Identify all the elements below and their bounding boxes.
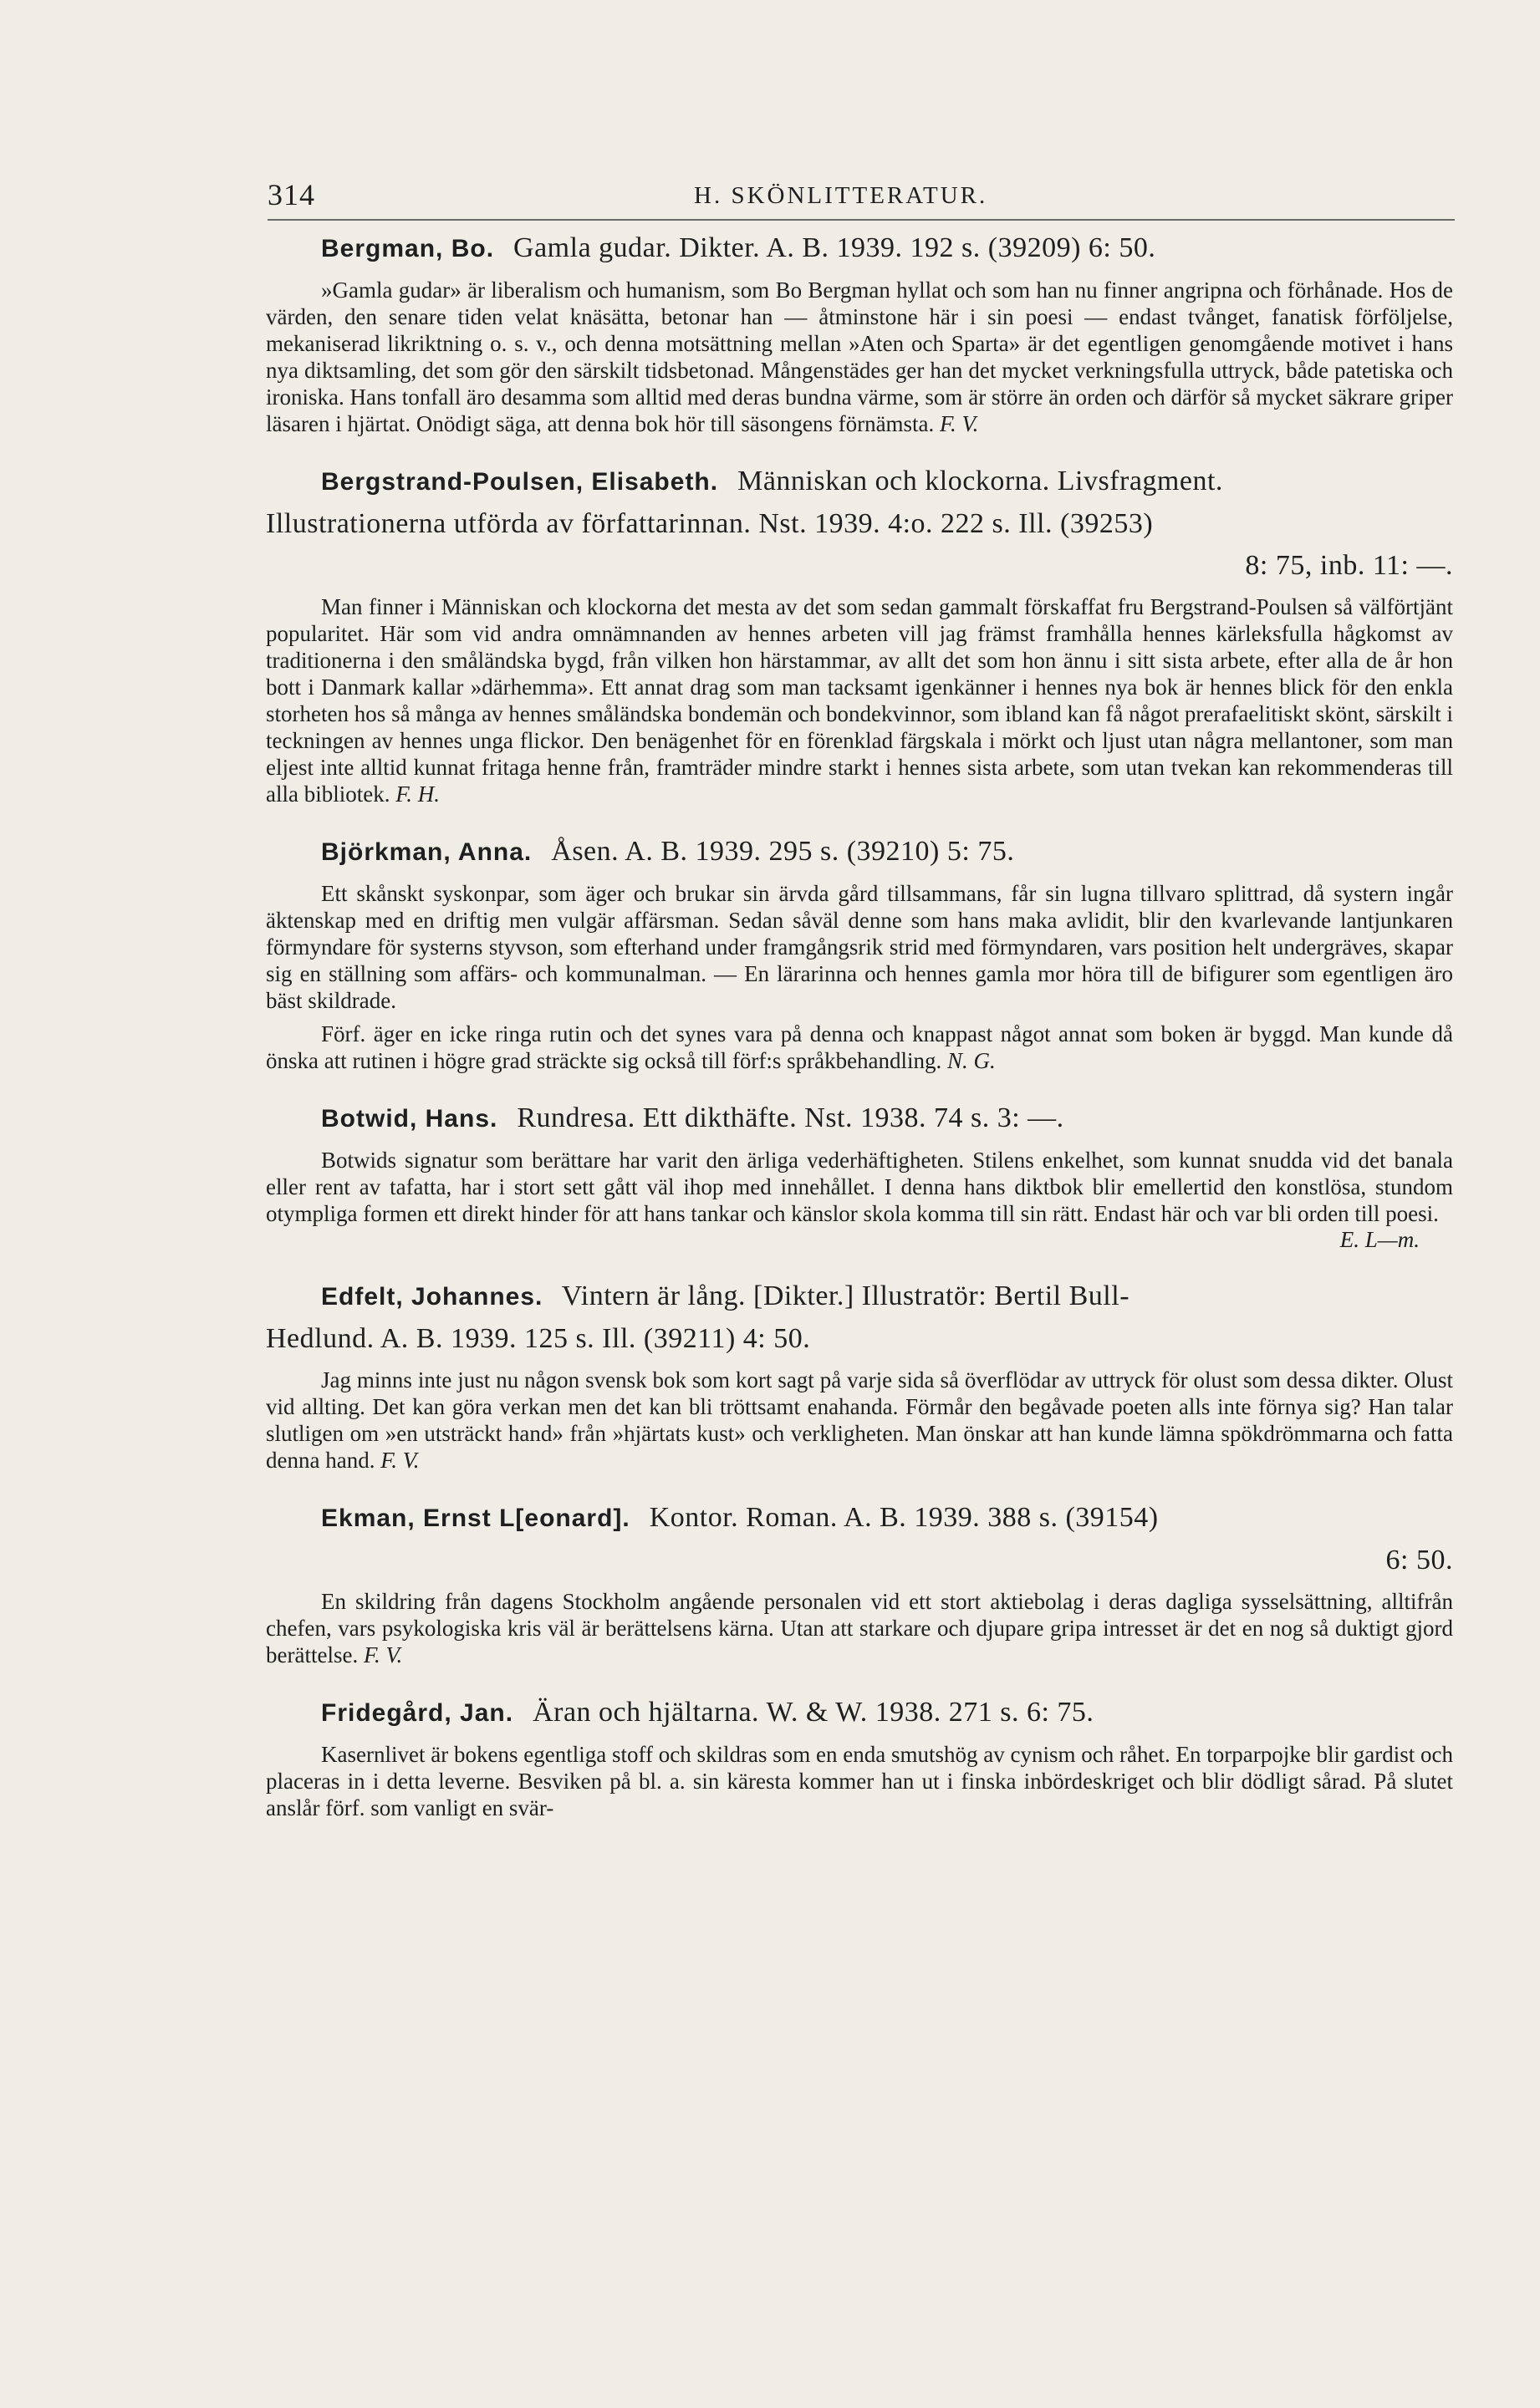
- entry-author: Bergstrand-Poulsen, Elisabeth.: [321, 468, 719, 496]
- entry-author: Ekman, Ernst L[eonard].: [321, 1504, 630, 1532]
- entry-title-continued: Hedlund. A. B. 1939. 125 s. Ill. (39211) 4: 50.: [266, 1323, 811, 1354]
- entry-title: Vintern är lång. [Dikter.] Illustratör: Bertil Bull-: [561, 1280, 1130, 1311]
- entry-title-continued: Illustrationerna utförda av författarinnan. Nst. 1939. 4:o. 222 s. Ill. (39253): [266, 508, 1154, 539]
- entry-author: Botwid, Hans.: [321, 1105, 498, 1133]
- review-text: Kasernlivet är bokens egentliga stoff och skildras som en enda smutshög av cynism och råhet. En torparpojke blir gardist och placeras in i detta leverne. Besviken på bl. a. sin käresta kommer han ut i finska inbördeskriget och blir dödligt sårad. På slutet anslår förf. som vanligt en svär-: [266, 1742, 1453, 1820]
- entry-review: [266, 1367, 1453, 1474]
- entry-heading: [266, 831, 1453, 873]
- reviewer-signature: N. G.: [947, 1048, 996, 1073]
- review-text: Man finner i Människan och klockorna det mesta av det som sedan gammalt förskaffat fru Bergstrand-Poulsen så välförtjänt popularitet. Här som vid andra omnämnanden av hennes arbeten vill jag främst framhålla hennes kärleksfulla hågkomst av traditionerna i den småländska bygd, från vilken hon härstammar, av allt det som hon ännu i sitt sista arbete, efter alla de år hon bott i Danmark kallar »därhemma». Ett annat drag som man tacksamt igenkänner i hennes nya bok är hennes blick för den enkla storheten hos så många av hennes småländska bondemän och bondekvinnor, som ibland kan få något prerafaelitiskt skönt, särskilt i teckningen av hennes unga flickor. Den benägenhet för en förenklad färgskala i mörkt och ljust utan några mellantoner, som man eljest inte alltid kunnat fritaga henne från, framträder mindre starkt i hennes sista arbete, som utan tvekan kan rekommenderas till alla bibliotek.: [266, 594, 1453, 807]
- review-text: »Gamla gudar» är liberalism och humanism, som Bo Bergman hyllat och som han nu finner angripna och förhånade. Hos de värden, den senare tiden velat knäsätta, betonar han — åtminstone här i sin poesi — endast tvånget, fanatisk förföljelse, mekaniserad likriktning o. s. v., och denna motsättning mellan »Aten och Sparta» är det egentligen genomgående motivet i hans nya diktsamling, det som gör den särskilt tidsbetonad. Mångenstädes ger han det mycket verkningsfulla uttryck, både patetiska och ironiska. Hans tonfall äro desamma som alltid med deras bundna värme, som är större än orden och därför så mycket säkrare griper läsaren i hjärtat. Onödigt säga, att denna bok hör till säsongens förnämsta.: [266, 277, 1453, 436]
- entry-title: Kontor. Roman. A. B. 1939. 388 s. (39154): [649, 1502, 1159, 1533]
- review-text: En skildring från dagens Stockholm angående personalen vid ett stort aktiebolag i deras dagliga sysselsättning, alltifrån chefen, vars psykologiska kris väl är berättelsens kärna. Utan att starkare och djupare gripa intresset är det en nog så duktigt gjord berättelse.: [266, 1589, 1453, 1667]
- entry-author: Bergman, Bo.: [321, 235, 495, 262]
- entries-list: [266, 227, 1453, 1845]
- entry-bergstrand-poulsen: [266, 461, 1453, 807]
- reviewer-signature: F. H.: [395, 781, 440, 807]
- entry-review: [266, 593, 1453, 807]
- running-title: H. SKÖNLITTERATUR.: [694, 182, 988, 209]
- entry-review: [266, 1741, 1453, 1821]
- entry-title: Människan och klockorna. Livsfragment.: [737, 466, 1223, 496]
- review-text-2: Förf. äger en icke ringa rutin och det synes vara på denna och knappast något annat som boken är byggd. Man kunde då önska att rutinen i högre grad sträckte sig också till förf:s språkbehandling.: [266, 1021, 1453, 1073]
- entry-review: [266, 277, 1453, 437]
- entry-fridegard: [266, 1692, 1453, 1821]
- entry-author: Edfelt, Johannes.: [321, 1283, 543, 1311]
- entry-price: 8: 75, inb. 11: —.: [1245, 550, 1453, 581]
- reviewer-signature: F. V.: [940, 411, 979, 436]
- entry-price: 6: 50.: [1385, 1545, 1453, 1576]
- entry-heading: [266, 461, 1453, 587]
- entry-heading: [266, 1275, 1453, 1360]
- page-number: 314: [268, 178, 315, 211]
- entry-review-continued: [266, 1021, 1453, 1074]
- entry-heading: [266, 1097, 1453, 1140]
- entry-heading: [266, 227, 1453, 270]
- entry-author: Fridegård, Jan.: [321, 1699, 514, 1727]
- entry-title: Åsen. A. B. 1939. 295 s. (39210) 5: 75.: [551, 836, 1015, 867]
- entry-review: [266, 880, 1453, 1014]
- page-header: [268, 177, 1455, 221]
- entry-edfelt: [266, 1275, 1453, 1474]
- entry-title: Gamla gudar. Dikter. A. B. 1939. 192 s. (39209) 6: 50.: [513, 232, 1156, 263]
- reviewer-signature: F. V.: [380, 1448, 420, 1473]
- review-text: Jag minns inte just nu någon svensk bok som kort sagt på varje sida så överflödar av uttryck för olust som dessa dikter. Olust vid allting. Det kan göra verkan men det kan bli tröttsamt enahanda. Förmår den begåvade poeten alls inte förnya sig? Han talar slutligen om »en utsträckt hand» från »hjärtats kust» och verkligheten. Man önskar att han kunde lämna spökdrömmarna och fatta denna hand.: [266, 1367, 1453, 1473]
- entry-heading: [266, 1692, 1453, 1734]
- entry-title: Äran och hjältarna. W. & W. 1938. 271 s. 6: 75.: [533, 1697, 1094, 1728]
- entry-author: Björkman, Anna.: [321, 838, 533, 866]
- reviewer-signature: E. L—m.: [1339, 1227, 1420, 1252]
- entry-review: [266, 1588, 1453, 1668]
- entry-bergman: [266, 227, 1453, 437]
- review-text: Ett skånskt syskonpar, som äger och brukar sin ärvda gård tillsammans, får sin lugna tillvaro splittrad, då systern ingår äktenskap med en driftig men vulgär affärsman. Sedan såväl denne som hans maka avlidit, blir den kvarlevande lantjunkaren förmyndare för systerns styvson, som efterhand under framgångsrik strid med förmyndaren, vars position helt undergräves, skapar sig en ställning som affärs- och kommunalman. — En lärarinna och hennes gamla mor höra till de bifigurer som egentligen äro bäst skildrade.: [266, 881, 1453, 1013]
- entry-title: Rundresa. Ett dikthäfte. Nst. 1938. 74 s. 3: —.: [517, 1102, 1064, 1133]
- entry-botwid: [266, 1097, 1453, 1252]
- entry-ekman: [266, 1497, 1453, 1668]
- entry-review: [266, 1147, 1453, 1227]
- entry-heading: [266, 1497, 1453, 1581]
- reviewer-signature: F. V.: [363, 1642, 403, 1667]
- entry-bjorkman: [266, 831, 1453, 1074]
- review-text: Botwids signatur som berättare har varit den ärliga vederhäftigheten. Stilens enkelhet, som kunnat snudda vid det banala eller rent av tafatta, har i stort sett gått väl ihop med innehållet. I denna hans diktbok blir emellertid den konstlösa, stundom otympliga formen ett direkt hinder för att hans tankar och känslor skola komma till sin rätt. Endast här och var bli orden till poesi.: [266, 1148, 1453, 1226]
